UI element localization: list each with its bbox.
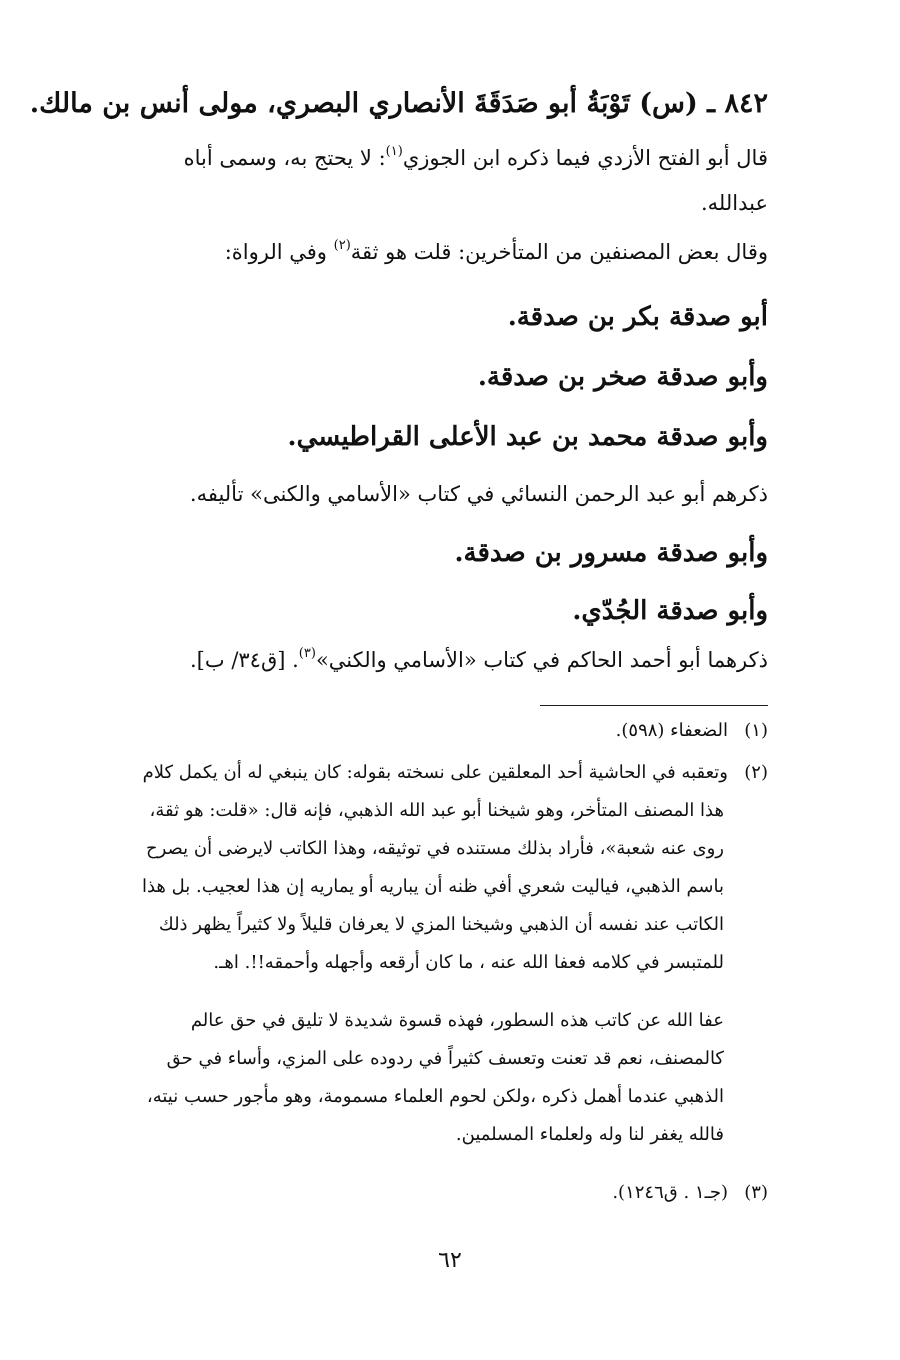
paragraph-1-text-a: قال أبو الفتح الأزدي فيما ذكره ابن الجوزي — [402, 146, 768, 170]
narrator-name-3: وأبو صدقة محمد بن عبد الأعلى القراطيسي. — [287, 422, 768, 452]
paragraph-1-line-1 — [66, 146, 768, 170]
page-number: ٦٢ — [438, 1248, 462, 1273]
footnote-3-number: (٣) — [744, 1182, 768, 1203]
footnote-2-comment-line-3: الذهبي عندما أهمل ذكره ،ولكن لحوم العلماء مسمومة، وهو مأجور حسب نيته، — [146, 1086, 724, 1107]
paragraph-4 — [66, 648, 768, 672]
paragraph-2-text-a: وقال بعض المصنفين من المتأخرين: قلت هو ثقة — [350, 240, 768, 264]
footnote-ref-1[interactable]: (١) — [385, 144, 403, 159]
footnote-ref-2[interactable]: (٢) — [333, 238, 351, 253]
narrator-name-5: وأبو صدقة الجُدّي. — [572, 596, 768, 626]
paragraph-2-text-b: وفي الرواة: — [224, 240, 334, 264]
narrator-name-1: أبو صدقة بكر بن صدقة. — [507, 302, 768, 332]
footnote-2-comment-line-1: عفا الله عن كاتب هذه السطور، فهذه قسوة شديدة لا تليق في حق عالم — [190, 1010, 724, 1031]
footnote-1-number: (١) — [744, 720, 768, 741]
footnote-1-text: الضعفاء (٥٩٨). — [615, 720, 728, 741]
footnote-2-text-line: وتعقبه في الحاشية أحد المعلقين على نسخته بقوله: كان ينبغي له أن يكمل كلام — [142, 762, 728, 783]
footnote-1 — [66, 720, 768, 741]
footnote-2-line-6: للمتبسر في كلامه فعفا الله عنه ، ما كان أرقعه وأجهله وأحمقه!!. اهـ. — [213, 952, 724, 973]
footnote-3-text: (جـ١ . ق١٢٤٦). — [612, 1182, 728, 1203]
narrator-name-2: وأبو صدقة صخر بن صدقة. — [477, 362, 768, 392]
footnote-3 — [66, 1182, 768, 1203]
footnote-2-line-5: الكاتب عند نفسه أن الذهبي وشيخنا المزي لا يعرفان قليلاً ولا كثيراً يظهر ذلك — [158, 914, 724, 935]
footnote-2-number: (٢) — [744, 762, 768, 783]
footnote-separator — [540, 705, 768, 706]
footnote-2-line-4: باسم الذهبي، فياليت شعري أفي ظنه أن يباريه أو يماريه إن هذا لعجيب. بل هذا — [141, 876, 724, 897]
footnote-2-comment-line-2: كالمصنف، نعم قد تعنت وتعسف كثيراً في ردوده على المزي، وأساء في حق — [166, 1048, 724, 1069]
footnote-ref-3[interactable]: (٣) — [298, 646, 316, 661]
paragraph-3: ذكرهم أبو عبد الرحمن النسائي في كتاب «الأسامي والكنى» تأليفه. — [189, 482, 768, 506]
footnote-2-line-2: هذا المصنف المتأخر، وهو شيخنا أبو عبد الله الذهبي، فإنه قال: «قلت: هو ثقة، — [149, 800, 724, 821]
paragraph-1-text-b: : لا يحتج به، وسمى أباه — [183, 146, 386, 170]
footnote-2-comment-line-4: فالله يغفر لنا وله ولعلماء المسلمين. — [455, 1124, 724, 1145]
entry-heading: ٨٤٢ ـ (س) تَوْبَةُ أبو صَدَقَةَ الأنصاري البصري، مولى أنس بن مالك. — [29, 88, 768, 119]
footnote-2-line-3: روى عنه شعبة»، فأراد بذلك مستنده في توثيقه، وهذا الكاتب لايرضى أن يصرح — [145, 838, 724, 859]
paragraph-2 — [66, 240, 768, 264]
footnote-2-line-1 — [66, 762, 768, 783]
narrator-name-4: وأبو صدقة مسرور بن صدقة. — [454, 538, 768, 568]
paragraph-4-text-a: ذكرهما أبو أحمد الحاكم في كتاب «الأسامي والكني» — [315, 648, 768, 672]
paragraph-1-line-2: عبدالله. — [700, 191, 768, 215]
paragraph-4-text-b: . [ق٣٤/ ب]. — [190, 648, 299, 672]
